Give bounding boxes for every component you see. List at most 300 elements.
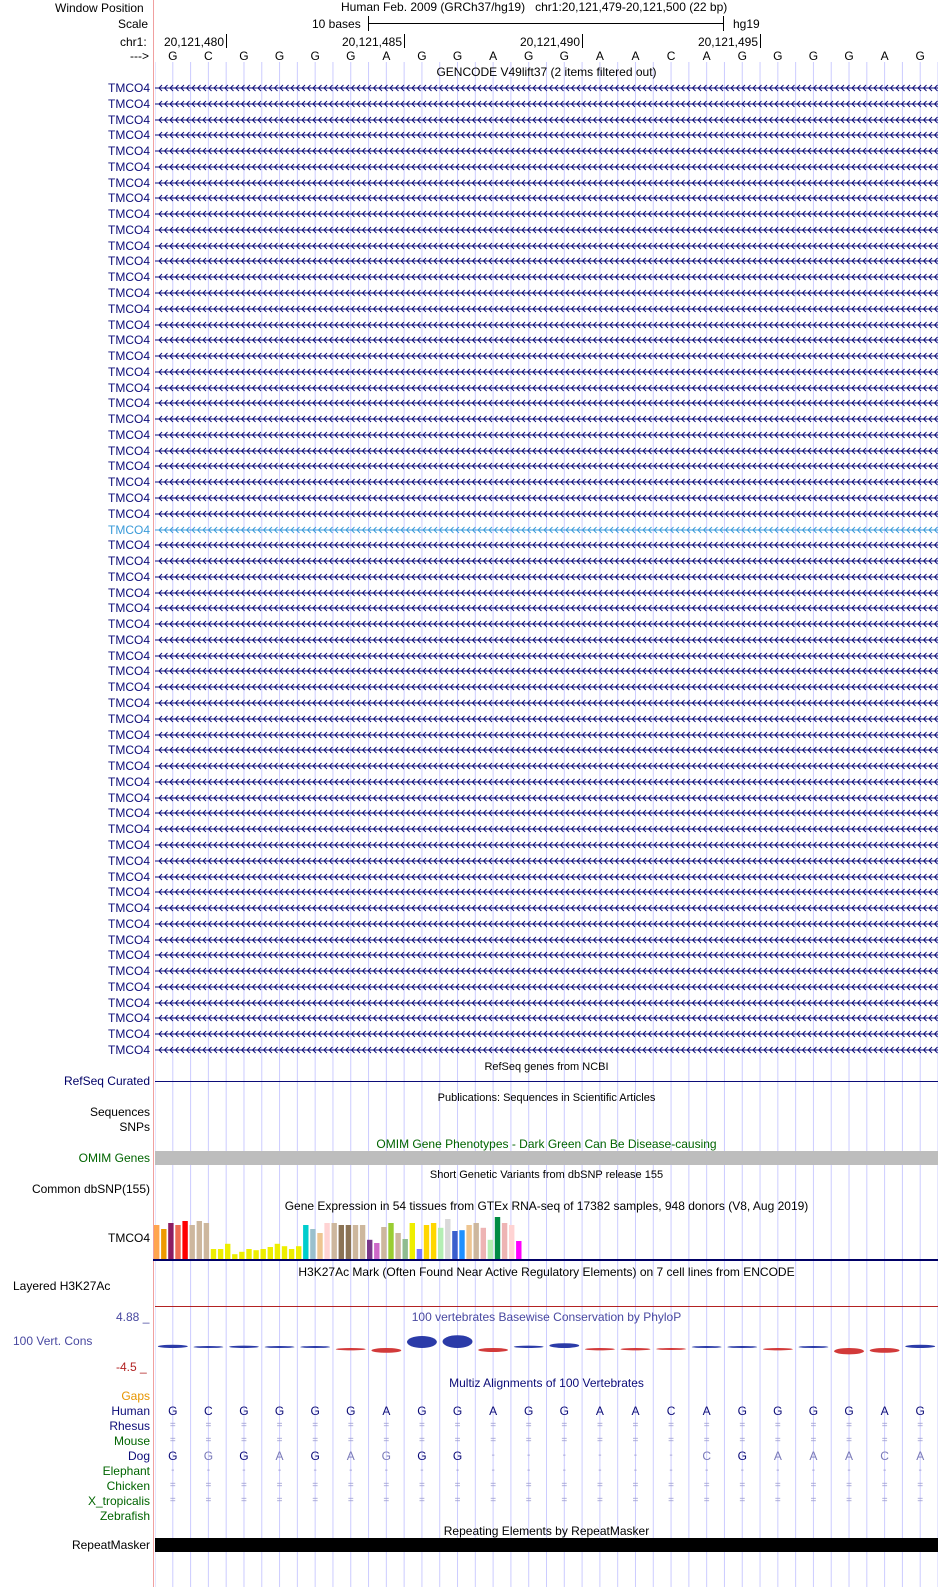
gencode-gene-label[interactable]: TMCO4: [108, 837, 150, 852]
gencode-intron-line: [155, 112, 938, 128]
multiz-base: =: [846, 1435, 852, 1446]
multiz-base: -: [882, 1465, 887, 1476]
gtex-tissue-bar: [275, 1244, 280, 1259]
gencode-transcript-row[interactable]: [0, 537, 938, 553]
multiz-base: =: [774, 1495, 781, 1506]
gencode-gene-label[interactable]: TMCO4: [108, 380, 150, 395]
gencode-gene-label[interactable]: TMCO4: [108, 191, 150, 206]
gencode-gene-label[interactable]: TMCO4: [108, 585, 150, 600]
phylop-score-mark: [193, 1346, 223, 1348]
gencode-transcript-row[interactable]: [0, 490, 938, 506]
gencode-intron-line: [155, 663, 938, 679]
gencode-gene-label[interactable]: TMCO4: [108, 696, 150, 711]
gencode-intron-line: [155, 995, 938, 1011]
gencode-gene-label[interactable]: TMCO4: [108, 1027, 150, 1042]
gencode-intron-line: [155, 774, 938, 790]
multiz-base: -: [598, 1450, 602, 1461]
multiz-base: =: [241, 1420, 247, 1431]
gencode-intron-line: [155, 127, 938, 143]
gencode-transcript-row[interactable]: [0, 805, 938, 821]
gencode-transcript-row[interactable]: [0, 932, 938, 948]
multiz-base: =: [454, 1495, 461, 1506]
gtex-tissue-bar: [261, 1249, 266, 1259]
refseq-track-label[interactable]: RefSeq Curated: [63, 1074, 150, 1088]
multiz-base: =: [490, 1435, 497, 1446]
gencode-gene-label[interactable]: TMCO4: [108, 932, 150, 947]
gtex-tissue-bar: [445, 1219, 450, 1259]
multiz-base: =: [774, 1480, 781, 1491]
multiz-species-label[interactable]: Rhesus: [109, 1419, 150, 1433]
gencode-intron-line: [155, 253, 938, 269]
sequence-base: A: [631, 49, 640, 63]
gencode-transcript-row[interactable]: [0, 616, 938, 632]
multiz-base: G: [274, 1404, 285, 1418]
sequence-base: G: [168, 49, 178, 63]
gencode-gene-label[interactable]: TMCO4: [108, 648, 150, 663]
multiz-base: =: [881, 1495, 888, 1506]
gtex-tissue-bar: [218, 1249, 223, 1259]
gencode-intron-line: [155, 1042, 938, 1058]
sequence-base: G: [452, 49, 463, 63]
gtex-tissue-bar: [182, 1221, 187, 1259]
gencode-transcript-row[interactable]: [0, 253, 938, 269]
multiz-base: -: [633, 1465, 638, 1476]
gencode-transcript-row[interactable]: [0, 458, 938, 474]
gencode-transcript-row[interactable]: [0, 348, 938, 364]
gencode-gene-label[interactable]: TMCO4: [108, 475, 150, 490]
sequence-base: G: [773, 49, 783, 63]
gencode-transcript-row[interactable]: [0, 900, 938, 916]
gencode-transcript-row[interactable]: [0, 711, 938, 727]
gencode-transcript-row[interactable]: [0, 758, 938, 774]
multiz-base: =: [525, 1495, 532, 1506]
gtex-tissue-bar: [481, 1228, 486, 1259]
multiz-base: C: [204, 1404, 213, 1418]
multiz-base: A: [631, 1404, 640, 1418]
gencode-transcript-row[interactable]: [0, 332, 938, 348]
gencode-gene-label[interactable]: TMCO4: [108, 632, 150, 647]
gencode-gene-label[interactable]: TMCO4: [108, 506, 150, 521]
gencode-gene-label[interactable]: TMCO4: [108, 979, 150, 994]
gencode-transcript-row[interactable]: [0, 632, 938, 648]
gencode-gene-label[interactable]: TMCO4: [108, 617, 150, 632]
gencode-gene-label[interactable]: TMCO4: [108, 222, 150, 237]
multiz-species-label[interactable]: X_tropicalis: [87, 1494, 150, 1508]
gencode-intron-line: [155, 317, 938, 333]
gtex-tissue-bar: [317, 1233, 322, 1259]
gencode-gene-label[interactable]: TMCO4: [108, 317, 150, 332]
publications-label-sequences[interactable]: Sequences: [89, 1105, 150, 1119]
gencode-transcript-row[interactable]: [0, 80, 938, 96]
omim-track-label[interactable]: OMIM Genes: [78, 1151, 150, 1165]
gencode-transcript-row[interactable]: [0, 963, 938, 979]
multiz-base: =: [276, 1435, 283, 1446]
multiz-base: G: [737, 1404, 747, 1418]
gencode-intron-line: [155, 175, 938, 191]
phylop-score-mark: [656, 1348, 686, 1350]
gtex-tissue-bar: [431, 1223, 436, 1259]
multiz-base: =: [846, 1495, 852, 1506]
multiz-base: =: [347, 1480, 354, 1491]
ruler-position-label: 20,121,495: [697, 35, 758, 49]
gencode-transcript-row[interactable]: [0, 663, 938, 679]
gencode-gene-label[interactable]: TMCO4: [108, 396, 150, 411]
gencode-gene-label[interactable]: TMCO4: [108, 459, 150, 474]
sequence-base: G: [310, 49, 320, 63]
gtex-tissue-bar: [161, 1229, 166, 1259]
ruler-tick: [226, 34, 227, 48]
gencode-gene-label[interactable]: TMCO4: [108, 301, 150, 316]
gencode-gene-label[interactable]: TMCO4: [108, 711, 150, 726]
multiz-base: G: [346, 1404, 356, 1418]
multiz-species-label[interactable]: Chicken: [106, 1479, 150, 1493]
gencode-transcript-row[interactable]: [0, 1042, 938, 1058]
multiz-base: G: [773, 1404, 783, 1418]
gencode-transcript-row[interactable]: [0, 585, 938, 601]
gencode-transcript-row[interactable]: [0, 285, 938, 301]
multiz-base: A: [845, 1449, 854, 1463]
phylop-score-mark: [834, 1348, 864, 1354]
dbsnp-track-label[interactable]: Common dbSNP(155): [31, 1182, 150, 1196]
phylop-score-mark: [585, 1348, 615, 1350]
multiz-base: =: [312, 1435, 319, 1446]
multiz-base: =: [205, 1420, 212, 1431]
gencode-transcript-row[interactable]: [0, 916, 938, 932]
multiz-base: A: [595, 1404, 604, 1418]
multiz-base: =: [881, 1420, 888, 1431]
gencode-intron-line: [155, 269, 938, 285]
sequence-base: G: [417, 49, 427, 63]
refseq-track-title: RefSeq genes from NCBI: [484, 1061, 609, 1073]
gencode-gene-label[interactable]: TMCO4: [108, 964, 150, 979]
gencode-transcript-row[interactable]: [0, 600, 938, 616]
multiz-base: =: [917, 1480, 924, 1491]
gtex-bar-chart[interactable]: [153, 1214, 938, 1262]
gencode-transcript-row[interactable]: [0, 727, 938, 743]
gencode-transcript-row[interactable]: [0, 317, 938, 333]
gencode-transcript-row[interactable]: [0, 269, 938, 285]
gencode-gene-label[interactable]: TMCO4: [108, 853, 150, 868]
gencode-gene-label[interactable]: TMCO4: [108, 1042, 150, 1057]
sequence-base: G: [346, 49, 356, 63]
gencode-intron-line: [155, 632, 938, 648]
gencode-transcript-row[interactable]: [0, 364, 938, 380]
scale-bar-left-tick: [368, 16, 369, 31]
multiz-base: -: [562, 1465, 566, 1476]
multiz-species-label[interactable]: Zebrafish: [99, 1509, 150, 1523]
gencode-transcript-row[interactable]: [0, 884, 938, 900]
gencode-intron-line: [155, 348, 938, 364]
gencode-gene-label[interactable]: TMCO4: [108, 538, 150, 553]
multiz-species-label[interactable]: Dog: [127, 1449, 150, 1463]
multiz-base: -: [633, 1450, 638, 1461]
gencode-gene-label[interactable]: TMCO4: [108, 774, 150, 789]
gencode-transcript-row[interactable]: [0, 238, 938, 254]
gencode-gene-label[interactable]: TMCO4: [108, 254, 150, 269]
multiz-base: =: [347, 1420, 354, 1431]
gencode-transcript-row[interactable]: [0, 206, 938, 222]
multiz-base: G: [452, 1404, 463, 1418]
multiz-base: =: [668, 1420, 674, 1431]
gencode-gene-label[interactable]: TMCO4: [108, 427, 150, 442]
gencode-gene-label[interactable]: TMCO4: [108, 238, 150, 253]
multiz-base: =: [632, 1480, 639, 1491]
multiz-base: -: [206, 1465, 211, 1476]
multiz-base: =: [490, 1495, 497, 1506]
phylop-min-label: -4.5 _: [116, 1360, 147, 1374]
multiz-base: =: [312, 1420, 319, 1431]
gencode-intron-line: [155, 963, 938, 979]
phylop-score-mark: [798, 1346, 828, 1348]
gencode-transcript-row[interactable]: [0, 821, 938, 837]
multiz-base: =: [739, 1480, 746, 1491]
multiz-base: G: [524, 1404, 534, 1418]
gencode-gene-label[interactable]: TMCO4: [108, 286, 150, 300]
multiz-base: -: [598, 1465, 602, 1476]
gencode-transcript-row[interactable]: [0, 790, 938, 806]
gencode-transcript-row[interactable]: [0, 1026, 938, 1042]
phylop-score-mark: [763, 1348, 793, 1350]
gencode-transcript-row[interactable]: [0, 979, 938, 995]
omim-track-bar[interactable]: [155, 1151, 938, 1165]
gencode-transcript-row[interactable]: [0, 96, 938, 112]
gencode-transcript-row[interactable]: [0, 411, 938, 427]
multiz-base: A: [809, 1449, 818, 1463]
sequence-base: G: [808, 49, 819, 63]
gencode-intron-line: [155, 727, 938, 743]
gencode-gene-label[interactable]: TMCO4: [108, 743, 150, 758]
gencode-gene-label[interactable]: TMCO4: [108, 916, 150, 931]
multiz-base: =: [525, 1480, 532, 1491]
multiz-base: =: [454, 1420, 461, 1431]
gencode-transcript-row[interactable]: [0, 159, 938, 175]
gtex-tissue-bar: [197, 1221, 202, 1259]
gencode-transcript-row[interactable]: [0, 853, 938, 869]
gencode-transcript-row[interactable]: [0, 995, 938, 1011]
gencode-intron-line: [155, 947, 938, 963]
gencode-gene-label[interactable]: TMCO4: [108, 159, 150, 174]
gencode-gene-label[interactable]: TMCO4: [108, 128, 150, 143]
multiz-base: =: [810, 1420, 817, 1431]
gencode-gene-label[interactable]: TMCO4: [108, 333, 150, 348]
phylop-score-mark: [549, 1343, 579, 1348]
gencode-transcript-row[interactable]: [0, 190, 938, 206]
gencode-transcript-row[interactable]: [0, 569, 938, 585]
multiz-base: A: [702, 1404, 711, 1418]
gencode-gene-label[interactable]: TMCO4: [108, 869, 150, 884]
gencode-transcript-row[interactable]: [0, 522, 938, 538]
assembly-label: hg19: [733, 17, 760, 31]
multiz-base: -: [527, 1465, 531, 1476]
gencode-transcript-row[interactable]: [0, 380, 938, 396]
gtex-tissue-bar: [324, 1223, 329, 1259]
ruler-tick: [760, 34, 761, 48]
gtex-tissue-bar: [367, 1240, 372, 1259]
h3k27ac-track-label[interactable]: Layered H3K27Ac: [13, 1279, 111, 1293]
gencode-transcript-row[interactable]: [0, 947, 938, 963]
gencode-transcript-row[interactable]: [0, 695, 938, 711]
gencode-transcript-row[interactable]: [0, 301, 938, 317]
gencode-intron-line: [155, 490, 938, 506]
gencode-transcript-row[interactable]: [0, 175, 938, 191]
scale-bar-right-tick: [723, 16, 724, 31]
gencode-transcript-row[interactable]: [0, 1010, 938, 1026]
publications-track-title: Publications: Sequences in Scientific Articles: [437, 1092, 656, 1104]
gencode-transcript-row[interactable]: [0, 443, 938, 459]
gencode-transcript-row[interactable]: [0, 742, 938, 758]
gencode-intron-line: [155, 474, 938, 490]
gencode-intron-line: [155, 821, 938, 837]
gencode-transcript-row[interactable]: [0, 427, 938, 443]
gencode-gene-label[interactable]: TMCO4: [108, 822, 150, 837]
gencode-intron-line: [155, 522, 938, 538]
repeatmasker-track-title: Repeating Elements by RepeatMasker: [443, 1524, 650, 1538]
sequence-base: C: [666, 49, 676, 63]
multiz-gaps-label[interactable]: Gaps: [121, 1389, 150, 1403]
gtex-tissue-bar: [175, 1225, 180, 1259]
gencode-intron-line: [155, 932, 938, 948]
sequence-base: A: [702, 49, 711, 63]
gencode-transcript-row[interactable]: [0, 395, 938, 411]
multiz-species-label[interactable]: Elephant: [102, 1464, 150, 1478]
gencode-gene-label[interactable]: TMCO4: [108, 727, 150, 742]
gencode-gene-label[interactable]: TMCO4: [108, 554, 150, 569]
multiz-base: -: [776, 1465, 780, 1476]
gencode-transcript-row[interactable]: [0, 679, 938, 695]
sequence-base: G: [239, 49, 249, 63]
gencode-gene-label[interactable]: TMCO4: [108, 948, 150, 963]
multiz-base: =: [525, 1435, 532, 1446]
window-position-label: Window Position: [55, 1, 144, 15]
gtex-tissue-bar: [289, 1249, 294, 1259]
multiz-base: =: [774, 1420, 781, 1431]
multiz-base: -: [277, 1465, 282, 1476]
publications-label-snps[interactable]: SNPs: [119, 1120, 150, 1134]
multiz-base: =: [205, 1495, 212, 1506]
gencode-intron-line: [155, 537, 938, 553]
gencode-transcript-row[interactable]: [0, 774, 938, 790]
gencode-transcript-row[interactable]: [0, 222, 938, 238]
phylop-score-mark: [443, 1335, 473, 1348]
multiz-base: -: [455, 1465, 460, 1476]
gencode-gene-label[interactable]: TMCO4: [108, 443, 150, 458]
gencode-gene-label[interactable]: TMCO4: [108, 1011, 150, 1026]
multiz-base: -: [811, 1465, 816, 1476]
gencode-gene-label[interactable]: TMCO4: [108, 112, 150, 127]
gencode-transcript-row[interactable]: [0, 143, 938, 159]
multiz-base: -: [242, 1465, 246, 1476]
multiz-species-label[interactable]: Mouse: [113, 1434, 150, 1448]
ruler-tick: [582, 34, 583, 48]
gtex-tissue-bar: [246, 1249, 251, 1259]
gencode-transcript-row[interactable]: [0, 553, 938, 569]
multiz-base: =: [774, 1435, 781, 1446]
sequence-base: G: [524, 49, 534, 63]
gencode-gene-label[interactable]: TMCO4: [108, 885, 150, 900]
gencode-gene-label[interactable]: TMCO4: [108, 270, 150, 285]
gencode-gene-label[interactable]: TMCO4: [108, 491, 150, 506]
multiz-base: =: [561, 1495, 568, 1506]
multiz-base: G: [310, 1404, 320, 1418]
gencode-transcript-row[interactable]: [0, 127, 938, 143]
gencode-gene-label[interactable]: TMCO4: [108, 412, 150, 427]
gencode-gene-label[interactable]: TMCO4: [108, 806, 150, 821]
multiz-base: =: [632, 1495, 639, 1506]
gencode-intron-line: [155, 585, 938, 601]
multiz-base: =: [632, 1435, 639, 1446]
repeatmasker-track-label[interactable]: RepeatMasker: [71, 1538, 150, 1552]
gencode-gene-label[interactable]: TMCO4: [108, 364, 150, 379]
gencode-gene-label[interactable]: TMCO4: [108, 680, 150, 695]
gencode-intron-line: [155, 869, 938, 885]
multiz-base: -: [669, 1450, 673, 1461]
phylop-score-mark: [336, 1348, 366, 1350]
browser-title: Human Feb. 2009 (GRCh37/hg19) chr1:20,121,479-20,121,500 (22 bp): [341, 0, 728, 14]
multiz-base: -: [313, 1465, 317, 1476]
multiz-base: -: [527, 1450, 531, 1461]
gencode-gene-label[interactable]: TMCO4: [108, 349, 150, 364]
multiz-species-label[interactable]: Human: [111, 1404, 150, 1418]
gencode-gene-label[interactable]: TMCO4: [108, 207, 150, 222]
phylop-logo[interactable]: [155, 1326, 938, 1370]
multiz-base: =: [596, 1480, 603, 1491]
gencode-transcript-row[interactable]: [0, 648, 938, 664]
gencode-gene-label[interactable]: TMCO4: [108, 175, 150, 190]
strand-arrow-label: --->: [130, 49, 149, 63]
gencode-gene-label[interactable]: TMCO4: [108, 901, 150, 916]
refseq-track-line[interactable]: [155, 1081, 938, 1082]
multiz-base: =: [739, 1495, 746, 1506]
gtex-track-label[interactable]: TMCO4: [108, 1231, 150, 1245]
sequence-base: G: [844, 49, 854, 63]
sequence-base: A: [489, 49, 498, 63]
gtex-tissue-bar: [403, 1239, 408, 1259]
gencode-intron-line: [155, 285, 938, 301]
gencode-gene-label[interactable]: TMCO4: [108, 96, 150, 111]
repeatmasker-track-bar[interactable]: [155, 1538, 938, 1552]
gencode-gene-label[interactable]: TMCO4: [108, 790, 150, 805]
phylop-track-label[interactable]: 100 Vert. Cons: [13, 1334, 93, 1348]
gencode-gene-label[interactable]: TMCO4: [108, 601, 150, 616]
multiz-base: =: [881, 1480, 888, 1491]
gencode-intron-line: [155, 916, 938, 932]
multiz-base: =: [810, 1495, 817, 1506]
gencode-gene-label[interactable]: TMCO4: [108, 569, 150, 584]
gencode-gene-label[interactable]: TMCO4: [108, 759, 150, 774]
phylop-score-mark: [158, 1345, 188, 1348]
gencode-gene-label[interactable]: TMCO4: [108, 522, 150, 537]
gencode-transcript-row[interactable]: [0, 474, 938, 490]
gencode-gene-label[interactable]: TMCO4: [108, 664, 150, 679]
gencode-transcript-row[interactable]: [0, 506, 938, 522]
gtex-tissue-bar: [417, 1249, 422, 1259]
scale-label: Scale: [118, 17, 149, 31]
gencode-intron-line: [155, 553, 938, 569]
gencode-transcript-row[interactable]: [0, 869, 938, 885]
gencode-gene-label[interactable]: TMCO4: [108, 995, 150, 1010]
gencode-transcript-row[interactable]: [0, 112, 938, 128]
multiz-base: =: [169, 1495, 176, 1506]
multiz-base: =: [383, 1480, 390, 1491]
gencode-gene-label[interactable]: TMCO4: [108, 144, 150, 159]
gencode-intron-line: [155, 600, 938, 616]
multiz-base: =: [917, 1495, 924, 1506]
phylop-score-mark: [692, 1346, 722, 1348]
gencode-transcript-row[interactable]: [0, 837, 938, 853]
multiz-base: -: [562, 1450, 566, 1461]
gencode-gene-label[interactable]: TMCO4: [108, 81, 150, 95]
gtex-tissue-bar: [388, 1223, 393, 1259]
